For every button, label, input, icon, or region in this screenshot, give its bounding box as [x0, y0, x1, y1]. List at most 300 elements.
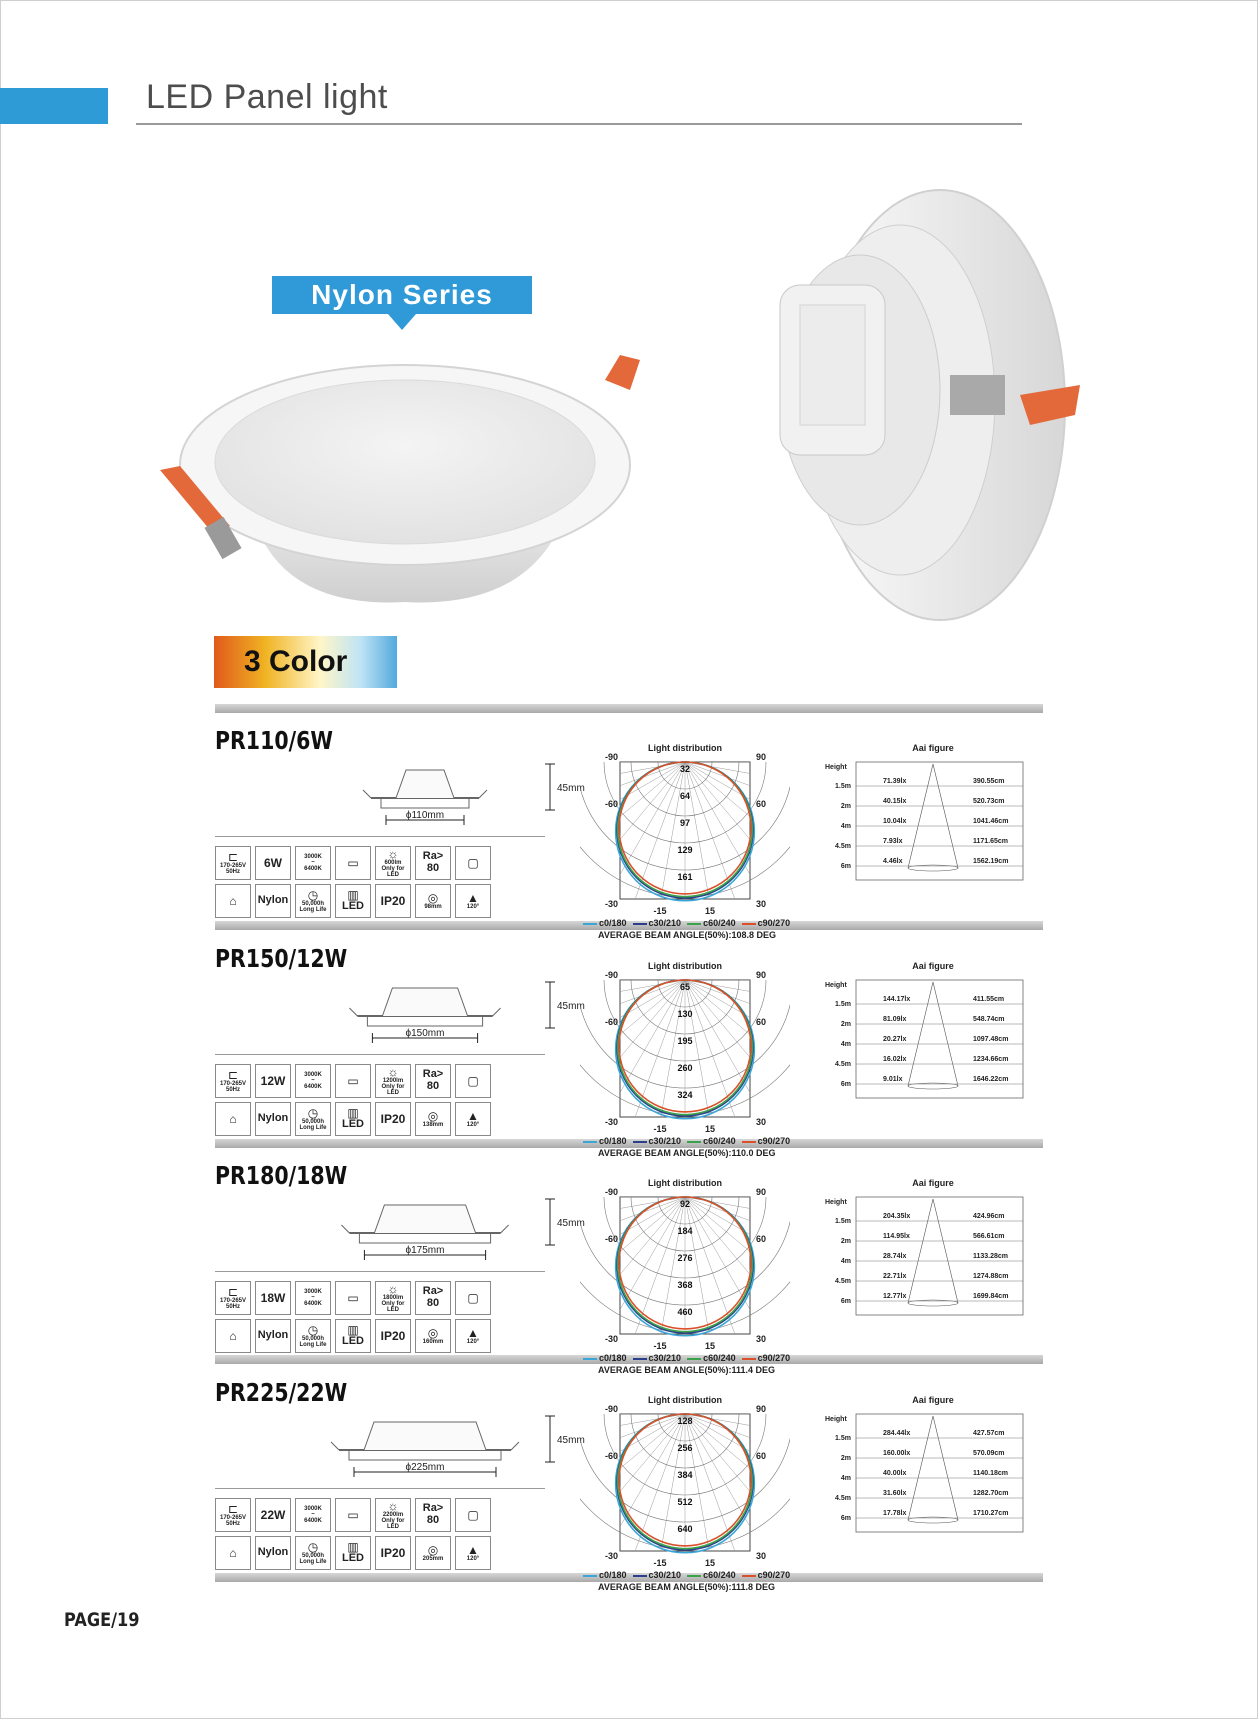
legend-swatch: [583, 1575, 597, 1577]
spec-text: IP20: [380, 1111, 406, 1126]
intensity-label: 184: [677, 1226, 693, 1236]
aai-diameter: 1710.27cm: [973, 1510, 1009, 1517]
angle-label: 30: [756, 1117, 767, 1127]
spec-text: 50,000h: [301, 1552, 325, 1559]
lumen-icon: ☼: [387, 1281, 399, 1296]
frame-cell: [455, 1498, 491, 1532]
aai-diameter: 1699.84cm: [973, 1293, 1009, 1300]
aai-figure: [823, 1394, 1033, 1544]
spec-text: Nylon: [257, 894, 289, 907]
light-source-cell: [335, 1536, 371, 1570]
legend-swatch: [742, 1141, 756, 1143]
title-underline: [136, 123, 1022, 125]
angle-label: -90: [604, 970, 618, 980]
aai-lux: 144.17lx: [883, 996, 911, 1003]
aai-diameter: 1646.22cm: [973, 1076, 1009, 1083]
frame-icon: ▢: [467, 1291, 479, 1305]
angle-label: -90: [604, 1404, 618, 1414]
cutout-cell: [415, 884, 451, 918]
indoor-icon: ⌂: [229, 894, 237, 908]
legend-swatch: [687, 923, 701, 925]
lumen-cell: [375, 1281, 411, 1315]
frame-cell: [455, 1064, 491, 1098]
aai-lux: 28.74lx: [883, 1253, 907, 1260]
beam-angle-cell: [455, 884, 491, 918]
aai-height: 1.5m: [835, 1435, 851, 1442]
intensity-label: 64: [679, 791, 691, 801]
angle-label: -90: [604, 1187, 618, 1197]
spec-text: Long Life: [299, 907, 327, 913]
cutout-icon: ◎: [427, 1108, 439, 1123]
legend-label: c0/180: [599, 1570, 627, 1580]
spec-text: 205mm: [422, 1555, 444, 1562]
clock-icon: ◷: [307, 1105, 319, 1120]
voltage-cell: [215, 1281, 251, 1315]
spec-text: LED: [342, 1335, 364, 1348]
spec-text: ~: [311, 1511, 315, 1518]
aai-height: 2m: [840, 1238, 851, 1245]
spec-text: 138mm: [422, 1121, 444, 1128]
header-accent-bar: [0, 88, 108, 124]
ra-cell: [415, 846, 451, 880]
legend-label: c0/180: [599, 1136, 627, 1146]
aai-lux: 20.27lx: [883, 1036, 907, 1043]
led-chip-icon: ▥: [347, 1540, 359, 1555]
legend-label: c30/210: [648, 1136, 682, 1146]
cct-cell: [295, 846, 331, 880]
intensity-label: 129: [677, 845, 693, 855]
aai-height: 4.5m: [835, 1278, 851, 1285]
spec-text: 6400K: [304, 1518, 322, 1525]
led-chip-icon: ▥: [347, 1106, 359, 1121]
spec-text: 1800lm: [382, 1294, 404, 1301]
lumen-cell: [375, 846, 411, 880]
legend-label: c30/210: [648, 1353, 682, 1363]
clock-icon: ◷: [307, 1322, 319, 1337]
dimmer-icon: ▭: [347, 1291, 359, 1305]
legend-label: c90/270: [757, 1570, 791, 1580]
dimmer-cell: [335, 1498, 371, 1532]
diameter-label: ϕ225mm: [405, 1462, 445, 1473]
angle-label: 90: [756, 1187, 767, 1197]
angle-label: -15: [653, 1558, 667, 1568]
angle-label: -60: [604, 1017, 618, 1027]
spec-text: 1200lm: [382, 1077, 404, 1084]
spec-text: 6400K: [304, 1301, 322, 1308]
spec-text: 120°: [466, 903, 480, 910]
ra-cell: [415, 1064, 451, 1098]
light-distribution-chart: [580, 742, 790, 918]
aai-lux: 160.00lx: [883, 1450, 911, 1457]
cct-cell: [295, 1281, 331, 1315]
aai-diameter: 390.55cm: [973, 778, 1005, 785]
page-title: LED Panel light: [146, 78, 388, 116]
legend-swatch: [583, 1358, 597, 1360]
aai-height: 2m: [840, 1021, 851, 1028]
aai-lux: 81.09lx: [883, 1016, 907, 1023]
power-cell: [255, 846, 291, 880]
aai-lux: 40.00lx: [883, 1470, 907, 1477]
aai-height-label: Height: [825, 764, 847, 771]
aai-height: 6m: [840, 863, 851, 870]
frame-icon: ▢: [467, 1508, 479, 1522]
spec-text: Ra>: [422, 1068, 444, 1081]
aai-diameter: 1140.18cm: [973, 1470, 1009, 1477]
aai-title: Aai figure: [912, 1395, 954, 1405]
frame-cell: [455, 846, 491, 880]
spec-grid: [215, 840, 480, 920]
angle-label: 60: [756, 799, 767, 809]
legend-swatch: [687, 1141, 701, 1143]
beam-angle-icon: ▲: [467, 890, 479, 905]
aai-height-label: Height: [825, 982, 847, 989]
angle-label: -15: [653, 1124, 667, 1134]
aai-height: 2m: [840, 1455, 851, 1462]
spec-grid: [215, 1058, 480, 1138]
spec-text: ~: [311, 1077, 315, 1084]
intensity-label: 97: [679, 818, 691, 828]
spec-text: 80: [426, 862, 440, 874]
angle-label: -60: [604, 1451, 618, 1461]
spec-text: 3000K: [304, 1288, 322, 1295]
aai-lux: 12.77lx: [883, 1293, 907, 1300]
series-banner: Nylon Series: [272, 276, 532, 314]
spec-text: 170-265V: [219, 1297, 247, 1304]
angle-label: -30: [604, 1117, 618, 1127]
legend-label: c90/270: [757, 918, 791, 928]
ip-rating-cell: [375, 1319, 411, 1353]
angle-label: -90: [604, 752, 618, 762]
legend-swatch: [583, 1141, 597, 1143]
plug-icon: ⊏: [227, 1284, 239, 1299]
clock-icon: ◷: [307, 887, 319, 902]
aai-figure: [823, 742, 1033, 892]
dimmer-icon: ▭: [347, 1074, 359, 1088]
intensity-label: 384: [677, 1470, 693, 1480]
average-beam-angle: AVERAGE BEAM ANGLE(50%):111.8 DEG: [598, 1582, 776, 1592]
beam-angle-icon: ▲: [467, 1542, 479, 1557]
spec-text: LED: [342, 1552, 364, 1565]
light-distribution-title: Light distribution: [648, 1395, 722, 1405]
legend-label: c30/210: [648, 1570, 682, 1580]
aai-diameter: 427.57cm: [973, 1430, 1005, 1437]
product-section: [215, 1161, 1045, 1375]
angle-label: 30: [756, 899, 767, 909]
plug-icon: ⊏: [227, 849, 239, 864]
angle-label: 15: [704, 1341, 716, 1351]
spec-text: IP20: [380, 1328, 406, 1343]
chart-legend: [577, 1136, 817, 1146]
cct-cell: [295, 1498, 331, 1532]
spec-text: 80: [426, 1514, 440, 1526]
aai-lux: 17.78lx: [883, 1510, 907, 1517]
power-cell: [255, 1498, 291, 1532]
aai-height: 6m: [840, 1081, 851, 1088]
dimmer-cell: [335, 1281, 371, 1315]
aai-diameter: 1234.66cm: [973, 1056, 1009, 1063]
product-section: [215, 726, 1045, 940]
aai-height: 6m: [840, 1298, 851, 1305]
cutout-icon: ◎: [427, 890, 439, 905]
indoor-cell: [215, 1319, 251, 1353]
aai-figure: [823, 960, 1033, 1110]
spec-grid: [215, 1492, 480, 1572]
plug-icon: ⊏: [227, 1501, 239, 1516]
intensity-label: 640: [677, 1524, 693, 1534]
spec-text: 22W: [260, 1507, 286, 1522]
intensity-label: 512: [677, 1497, 693, 1507]
light-source-cell: [335, 1102, 371, 1136]
spec-text: 3000K: [304, 853, 322, 860]
chart-legend: [577, 1353, 817, 1363]
clock-icon: ◷: [307, 1539, 319, 1554]
chart-legend: [577, 918, 817, 928]
spec-text: 80: [426, 1297, 440, 1309]
spec-text: 18W: [260, 1290, 286, 1305]
spec-text: 120°: [466, 1121, 480, 1128]
aai-figure: [823, 1177, 1033, 1327]
aai-lux: 16.02lx: [883, 1056, 907, 1063]
ip-rating-cell: [375, 884, 411, 918]
spec-text: 120°: [466, 1555, 480, 1562]
aai-diameter: 1133.28cm: [973, 1253, 1009, 1260]
angle-label: 60: [756, 1234, 767, 1244]
angle-label: 15: [704, 1558, 716, 1568]
average-beam-angle: AVERAGE BEAM ANGLE(50%):111.4 DEG: [598, 1365, 776, 1375]
angle-label: 15: [704, 1124, 716, 1134]
aai-diameter: 1274.88cm: [973, 1273, 1009, 1280]
aai-lux: 22.71lx: [883, 1273, 907, 1280]
intensity-label: 65: [679, 982, 691, 992]
material-cell: [255, 884, 291, 918]
product-photo-front: [150, 330, 670, 620]
aai-diameter: 1041.46cm: [973, 818, 1009, 825]
aai-diameter: 424.96cm: [973, 1213, 1005, 1220]
aai-diameter: 548.74cm: [973, 1016, 1005, 1023]
aai-lux: 7.93lx: [883, 838, 903, 845]
angle-label: -60: [604, 1234, 618, 1244]
aai-title: Aai figure: [912, 1178, 954, 1188]
aai-title: Aai figure: [912, 743, 954, 753]
spec-text: 12W: [260, 1073, 286, 1088]
spec-text: Only for LED: [381, 865, 405, 879]
cutout-cell: [415, 1102, 451, 1136]
beam-angle-cell: [455, 1319, 491, 1353]
aai-diameter: 1097.48cm: [973, 1036, 1009, 1043]
diameter-label: ϕ110mm: [405, 810, 445, 821]
height-label: 45mm: [557, 783, 585, 794]
angle-label: 60: [756, 1017, 767, 1027]
color-temperature-badge: 3 Color: [214, 636, 397, 688]
lifetime-cell: [295, 1102, 331, 1136]
spec-grid: [215, 1275, 480, 1355]
aai-diameter: 1282.70cm: [973, 1490, 1009, 1497]
spec-text: Ra>: [422, 1285, 444, 1298]
led-chip-icon: ▥: [347, 888, 359, 903]
spec-text: 50,000h: [301, 1335, 325, 1342]
aai-height: 4m: [840, 1041, 851, 1048]
light-distribution-title: Light distribution: [648, 743, 722, 753]
beam-angle-icon: ▲: [467, 1325, 479, 1340]
spec-text: 2200lm: [382, 1511, 404, 1518]
material-cell: [255, 1102, 291, 1136]
intensity-label: 161: [677, 872, 693, 882]
legend-swatch: [633, 1358, 647, 1360]
light-source-cell: [335, 1319, 371, 1353]
cutout-cell: [415, 1319, 451, 1353]
light-distribution-chart: [580, 960, 790, 1136]
spec-text: IP20: [380, 1545, 406, 1560]
indoor-icon: ⌂: [229, 1112, 237, 1126]
spec-text: 170-265V: [219, 862, 247, 869]
product-section: [215, 1378, 1045, 1592]
legend-swatch: [687, 1358, 701, 1360]
intensity-label: 32: [679, 764, 691, 774]
legend-label: c90/270: [757, 1136, 791, 1146]
spec-text: ~: [311, 1294, 315, 1301]
spec-text: Nylon: [257, 1329, 289, 1342]
spec-text: 98mm: [424, 903, 442, 910]
angle-label: -30: [604, 1551, 618, 1561]
aai-diameter: 1171.65cm: [973, 838, 1009, 845]
dimmer-icon: ▭: [347, 1508, 359, 1522]
aai-height: 2m: [840, 803, 851, 810]
aai-height: 4m: [840, 1258, 851, 1265]
spec-text: 50Hz: [225, 1521, 240, 1527]
spec-text: 50,000h: [301, 900, 325, 907]
aai-lux: 284.44lx: [883, 1430, 911, 1437]
lifetime-cell: [295, 1536, 331, 1570]
legend-swatch: [687, 1575, 701, 1577]
aai-height: 4.5m: [835, 843, 851, 850]
aai-diameter: 570.09cm: [973, 1450, 1005, 1457]
section-divider: [215, 704, 1043, 713]
indoor-cell: [215, 1536, 251, 1570]
legend-swatch: [633, 923, 647, 925]
plug-icon: ⊏: [227, 1067, 239, 1082]
legend-label: c60/240: [703, 918, 736, 928]
light-distribution-title: Light distribution: [648, 961, 722, 971]
aai-diameter: 1562.19cm: [973, 858, 1009, 865]
legend-label: c60/240: [703, 1136, 736, 1146]
height-label: 45mm: [557, 1218, 585, 1229]
angle-label: -30: [604, 1334, 618, 1344]
intensity-label: 460: [677, 1307, 693, 1317]
dimmer-cell: [335, 846, 371, 880]
light-distribution-chart: [580, 1177, 790, 1353]
angle-label: -15: [653, 906, 667, 916]
aai-height: 6m: [840, 1515, 851, 1522]
angle-label: -30: [604, 899, 618, 909]
model-name: PR150/12W: [215, 944, 348, 973]
legend-label: c60/240: [703, 1353, 736, 1363]
power-cell: [255, 1281, 291, 1315]
aai-lux: 31.60lx: [883, 1490, 907, 1497]
intensity-label: 92: [679, 1199, 691, 1209]
legend-swatch: [583, 923, 597, 925]
spec-rule: [215, 1271, 545, 1272]
light-source-cell: [335, 884, 371, 918]
spec-text: Nylon: [257, 1112, 289, 1125]
spec-text: 50Hz: [225, 1304, 240, 1310]
average-beam-angle: AVERAGE BEAM ANGLE(50%):110.0 DEG: [598, 1148, 776, 1158]
cutout-icon: ◎: [427, 1542, 439, 1557]
ra-cell: [415, 1281, 451, 1315]
aai-lux: 71.39lx: [883, 778, 907, 785]
aai-height-label: Height: [825, 1416, 847, 1423]
aai-lux: 10.04lx: [883, 818, 907, 825]
intensity-label: 128: [677, 1416, 693, 1426]
aai-height: 4.5m: [835, 1061, 851, 1068]
diameter-label: ϕ175mm: [405, 1245, 445, 1256]
legend-label: c0/180: [599, 918, 627, 928]
height-label: 45mm: [557, 1435, 585, 1446]
cutout-cell: [415, 1536, 451, 1570]
intensity-label: 276: [677, 1253, 693, 1263]
angle-label: 30: [756, 1334, 767, 1344]
legend-swatch: [633, 1575, 647, 1577]
voltage-cell: [215, 1064, 251, 1098]
legend-label: c90/270: [757, 1353, 791, 1363]
spec-text: Long Life: [299, 1125, 327, 1131]
spec-text: Only for LED: [381, 1517, 405, 1531]
angle-label: 90: [756, 1404, 767, 1414]
aai-title: Aai figure: [912, 961, 954, 971]
voltage-cell: [215, 846, 251, 880]
dimmer-cell: [335, 1064, 371, 1098]
lifetime-cell: [295, 1319, 331, 1353]
ip-rating-cell: [375, 1536, 411, 1570]
lumen-icon: ☼: [387, 1064, 399, 1079]
legend-swatch: [742, 1575, 756, 1577]
spec-text: Only for LED: [381, 1083, 405, 1097]
spec-text: 170-265V: [219, 1080, 247, 1087]
page-number: PAGE/19: [64, 1609, 140, 1631]
aai-diameter: 520.73cm: [973, 798, 1005, 805]
intensity-label: 195: [677, 1036, 693, 1046]
intensity-label: 324: [677, 1090, 693, 1100]
legend-swatch: [742, 923, 756, 925]
spec-text: 3000K: [304, 1071, 322, 1078]
intensity-label: 260: [677, 1063, 693, 1073]
legend-swatch: [742, 1358, 756, 1360]
lifetime-cell: [295, 884, 331, 918]
lumen-icon: ☼: [387, 846, 399, 861]
beam-angle-cell: [455, 1536, 491, 1570]
spec-text: 160mm: [422, 1338, 444, 1345]
spec-text: 50Hz: [225, 1087, 240, 1093]
voltage-cell: [215, 1498, 251, 1532]
beam-angle-cell: [455, 1102, 491, 1136]
legend-label: c0/180: [599, 1353, 627, 1363]
cct-cell: [295, 1064, 331, 1098]
material-cell: [255, 1536, 291, 1570]
height-label: 45mm: [557, 1001, 585, 1012]
beam-angle-icon: ▲: [467, 1108, 479, 1123]
aai-height: 4.5m: [835, 1495, 851, 1502]
angle-label: 60: [756, 1451, 767, 1461]
spec-text: 50Hz: [225, 869, 240, 875]
led-chip-icon: ▥: [347, 1323, 359, 1338]
intensity-label: 130: [677, 1009, 693, 1019]
aai-diameter: 411.55cm: [973, 996, 1005, 1003]
spec-text: 120°: [466, 1338, 480, 1345]
angle-label: -15: [653, 1341, 667, 1351]
legend-label: c60/240: [703, 1570, 736, 1580]
average-beam-angle: AVERAGE BEAM ANGLE(50%):108.8 DEG: [598, 930, 777, 940]
spec-text: 6400K: [304, 1084, 322, 1091]
spec-text: Ra>: [422, 1502, 444, 1515]
